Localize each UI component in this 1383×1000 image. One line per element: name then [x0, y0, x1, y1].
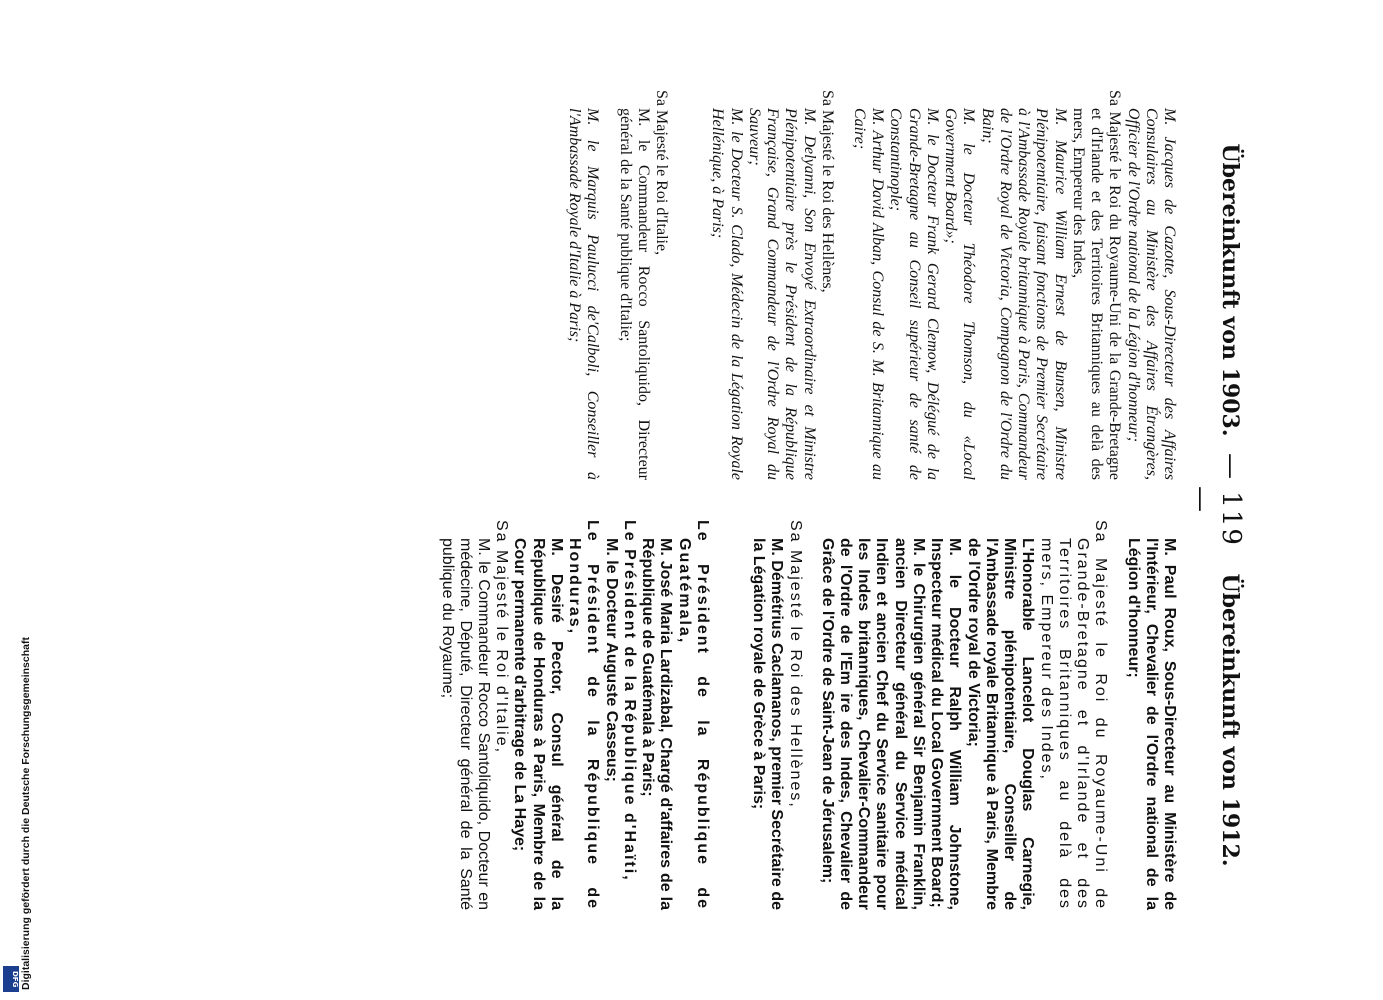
delegate-bunsen: M. Maurice William Ernest de Bunsen, Ministre Plénipotentiaire, faisant fonctions de Premier Secrétaire à l'Ambassade Royale britannique à Paris, Commandeur de l'Ordre Royal de Victoria, Compagnon de l'Ordre du Bain; — [978, 108, 1069, 480]
delegate-carnegie: L'Honorable Lancelot Douglas Carnegie, Ministre plénipotentiaire, Conseiller de l'Ambassade royale Britannique à Paris, Membre de l'Ordre royal de Victoria; — [964, 538, 1037, 910]
president-haiti: Le Président de la République d'Haïti, — [620, 520, 638, 882]
page-number: — 119 — — [1186, 453, 1246, 547]
sovereign-uk: Sa Majesté le Roi du Royaume-Uni de Grande-Bretagne et d'Irlande et des Territoires Britanniques au delà des mers, Empereur des Indes, — [1037, 520, 1110, 910]
delegate-lardizabal: M. José Maria Lardizabal, Chargé d'affaires de la République de Guatémala à Paris; — [639, 538, 675, 910]
delegate-clado: M. le Docteur S. Clado, Médecin de la Légation Royale Hellénique, à Paris; — [709, 108, 745, 480]
delegate-casseus: M. le Docteur Auguste Casseus; — [602, 538, 620, 782]
sovereign-italy: Sa Majesté le Roi d'Italie, — [493, 520, 511, 755]
delegate-pector: M. Desiré Pector, Consul général de la République de Honduras à Paris, Membre de la Cour permanente d'arbitrage de La Haye; — [511, 538, 565, 910]
delegate-clemow: M. le Docteur Frank Gerard Clemow, Délégué de la Grande-Bretagne au Conseil supérieur de santé de Constantinople; — [887, 108, 941, 480]
delegate-johnstone: M. le Docteur Ralph William Johnstone, Inspecteur médical du Local Government Board; — [928, 538, 964, 910]
delegate-roux: M. Paul Roux, Sous-Directeur au Ministère de l'Intérieur, Chevalier de l'Ordre national de la Légion d'honneur; — [1124, 538, 1178, 910]
delegate-santoliquido: M. le Commandeur Rocco Santoliquido, Docteur en médecine, Député, Directeur général de la Santé publique du Royaume; — [438, 538, 493, 910]
footer-text: Digitalisierung gefördert durch die Deutsche Forschungsgemeinschaft — [20, 637, 32, 990]
sovereign-greece: Sa Majesté le Roi des Hellènes, — [818, 90, 836, 293]
delegate-caclamanos: M. Démétrius Caclamanos, premier Secrétaire de la Légation royale de Grèce à Paris; — [750, 538, 786, 910]
left-column-header: Übereinkunft von 1903. — [1217, 143, 1243, 437]
sovereign-greece: Sa Majesté le Roi des Hellènes, — [786, 520, 804, 809]
delegate-santoliquido: M. le Commandeur Rocco Santoliquido, Directeur général de la Santé publique d'Italie; — [616, 108, 652, 480]
delegate-paulucci: M. le Marquis Paulucci de'Calboli, Conseiller à l'Ambassade Royale d'Italie à Paris; — [566, 108, 602, 480]
left-column-1903 — [48, 90, 1178, 480]
president-guatemala: Le Président de la République de Guatémala, — [675, 520, 711, 910]
president-honduras: Le Président de la République de Honduras, — [566, 520, 602, 910]
sovereign-uk: Sa Majesté le Roi du Royaume-Uni de la Grande-Bretagne et d'Irlande et des Territoires Britanniques au delà des mers, Empereur des Indes, — [1069, 90, 1124, 480]
delegate-cazotte: M. Jacques de Cazotte, Sous-Directeur des Affaires Consulaires au Ministère des Affaires Étrangères, Officier de l'Ordre national de la Légion d'honneur; — [1124, 108, 1178, 480]
delegate-franklin: M. le Chirurgien général Sir Benjamin Franklin, ancien Directeur général du Service médical Indien et ancien Chef du Service sanitaire pour les Indes britanniques, Chevalier-Commandeur de l'Ordre de l'Em ire des Indes, Chevalier de Grâce de l'Ordre de Saint-Jean de Jérusalem; — [818, 538, 927, 910]
digitization-credit — [6, 600, 32, 990]
right-column-1912 — [48, 520, 1178, 910]
dfg-logo: DFG — [3, 966, 19, 992]
sovereign-italy: Sa Majesté le Roi d'Italie, — [653, 90, 671, 256]
delegate-delyanni: M. Delyanni, Son Envoyé Extraordinaire et Ministre Plénipotentiaire près le Président de la République Française, Grand Commandeur de l'Ordre Royal du Sauveur; — [745, 108, 818, 480]
right-column-header: Übereinkunft von 1912. — [1217, 573, 1243, 867]
delegate-alban: M. Arthur David Alban, Consul de S. M. Britannique au Caire; — [851, 108, 887, 480]
delegate-thomson: M. le Docteur Théodore Thomson, du «Local Government Board»; — [942, 108, 978, 480]
